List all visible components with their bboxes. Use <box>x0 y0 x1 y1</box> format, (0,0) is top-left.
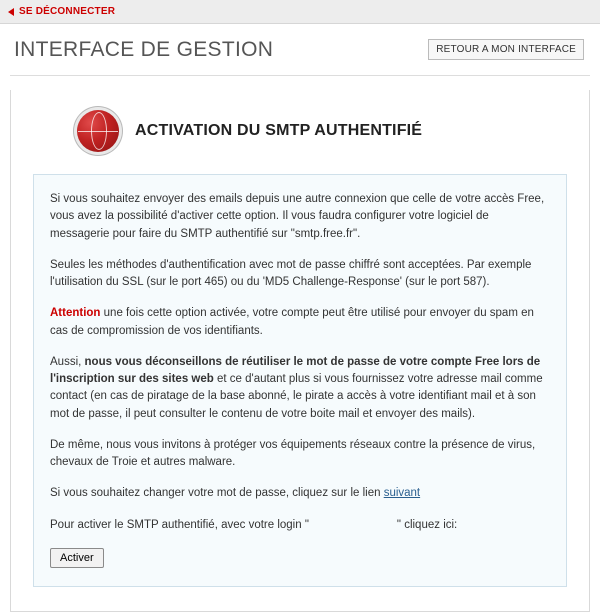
info-paragraph-7 <box>50 517 550 534</box>
login-prompt-after: " cliquez ici: <box>396 518 458 531</box>
section-header <box>33 110 567 152</box>
activate-button[interactable]: Activer <box>50 548 104 568</box>
page-title: INTERFACE DE GESTION <box>14 37 274 61</box>
attention-text: une fois cette option activée, votre compte peut être utilisé pour envoyer du spam en cas de compromission de vos identifiants. <box>50 307 534 337</box>
info-paragraph-3 <box>50 305 550 340</box>
arrow-left-icon <box>8 8 14 16</box>
globe-icon <box>77 110 119 152</box>
paragraph-4-bold: nous vous déconseillons de réutiliser le mot de passe de votre compte Free lors de l'inscription sur des sites web <box>50 355 541 385</box>
info-paragraph-2: Seules les méthodes d'authentification avec mot de passe chiffré sont acceptées. Par exemple l'utilisation du SSL (sur le port 465) ou du 'MD5 Challenge-Response' (sur le port 587). <box>50 258 532 288</box>
content-card <box>10 90 590 612</box>
paragraph-4-intro: Aussi, <box>50 355 85 368</box>
info-paragraph-6 <box>50 485 550 502</box>
info-panel <box>33 174 567 587</box>
change-password-link[interactable]: suivant <box>383 487 421 500</box>
info-paragraph-5: De même, nous vous invitons à protéger vos équipements réseaux contre la présence de virus, chevaux de Troie et autres malware. <box>50 438 536 468</box>
logout-link[interactable] <box>8 6 115 17</box>
info-paragraph-4 <box>50 354 550 423</box>
section-title: ACTIVATION DU SMTP AUTHENTIFIÉ <box>135 122 423 139</box>
login-prompt-before: Pour activer le SMTP authentifié, avec votre login " <box>50 518 309 531</box>
page-header <box>10 24 590 76</box>
attention-label: Attention <box>50 307 101 320</box>
page-container <box>0 24 600 612</box>
logout-label: SE DÉCONNECTER <box>19 6 116 17</box>
info-paragraph-1: Si vous souhaitez envoyer des emails depuis une autre connexion que celle de votre accès Free, vous avez la possibilité d'activer cette option. Il vous faudra configurer votre logiciel de messagerie pour faire du SMTP authentifié sur "smtp.free.fr". <box>50 193 545 240</box>
change-password-text: Si vous souhaitez changer votre mot de passe, cliquez sur le lien <box>50 487 384 500</box>
top-bar <box>0 0 600 24</box>
paragraph-4-rest: et ce d'autant plus si vous fournissez votre adresse mail comme contact (en cas de piratage de la base abonné, le pirate a accès à votre identifiant mail et à son mot de passe, il peut consulter le contenu de votre boite mail et envoyer des mails). <box>50 373 543 420</box>
return-to-interface-button[interactable]: RETOUR A MON INTERFACE <box>428 39 584 60</box>
